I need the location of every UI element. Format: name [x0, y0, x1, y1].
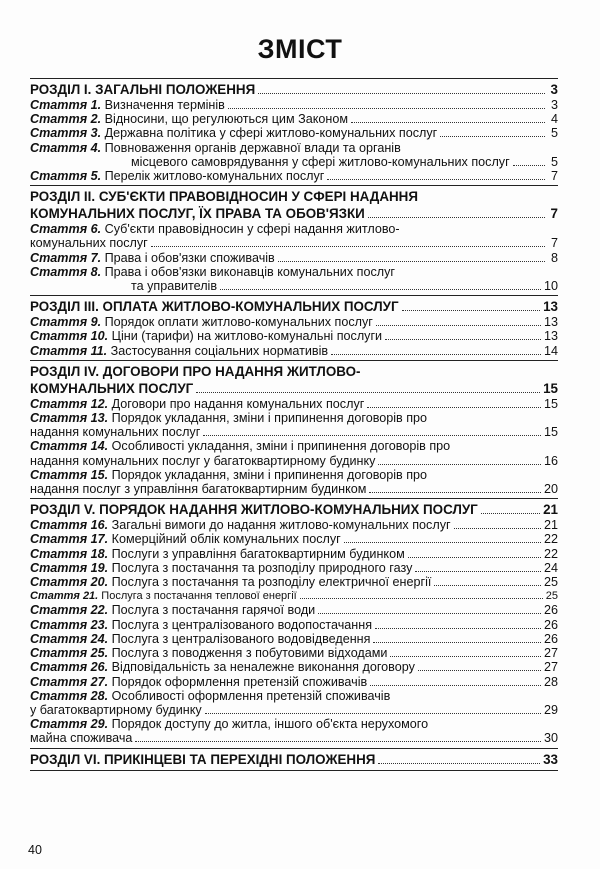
article-line	[30, 222, 558, 236]
article-line	[30, 315, 558, 329]
article-text: Стаття 22. Послуга з постачання гарячої води	[30, 603, 316, 618]
dot-leader	[378, 763, 540, 764]
dot-leader	[373, 642, 541, 643]
article-line	[30, 279, 558, 293]
article-text: Стаття 14. Особливості укладання, зміни і припинення договорів про	[30, 439, 451, 454]
article-text: Стаття 19. Послуга з постачання та розподілу природного газу	[30, 560, 413, 575]
article-text: Стаття 1. Визначення термінів	[30, 98, 225, 112]
article-text: Стаття 27. Порядок оформлення претензій споживачів	[30, 674, 368, 689]
toc-section	[30, 295, 558, 360]
section-heading-text: РОЗДІЛ IV. ДОГОВОРИ ПРО НАДАННЯ ЖИТЛОВО-	[30, 363, 361, 379]
dot-leader	[205, 713, 541, 714]
toc-article	[30, 660, 558, 674]
article-text: Стаття 20. Послуга з постачання та розподілу електричної енергії	[30, 575, 432, 590]
dot-leader	[368, 217, 545, 218]
dot-leader	[351, 122, 545, 123]
article-page-number: 15	[543, 396, 558, 411]
article-page-number: 20	[543, 482, 558, 497]
article-number: Стаття 16.	[30, 518, 109, 533]
article-text: надання комунальних послуг у багатоквартирному будинку	[30, 453, 376, 468]
article-number: Стаття 12.	[30, 396, 109, 411]
article-page-number: 4	[550, 112, 558, 127]
toc-article	[30, 618, 558, 632]
article-text: Стаття 13. Порядок укладання, зміни і припинення договорів про	[30, 411, 428, 426]
article-line	[30, 468, 558, 482]
article-number: Стаття 22.	[30, 603, 109, 618]
article-text: місцевого самоврядування у сфері житлово-комунальних послуг	[131, 154, 510, 169]
article-page-number: 28	[543, 674, 558, 689]
article-line	[30, 575, 558, 589]
section-heading-line	[30, 81, 558, 98]
article-line	[30, 425, 558, 439]
article-number: Стаття 9.	[30, 315, 102, 330]
article-line	[30, 731, 558, 745]
section-heading-line	[30, 501, 558, 518]
dot-leader	[385, 339, 541, 340]
article-page-number: 27	[543, 646, 558, 661]
article-number: Стаття 27.	[30, 674, 109, 689]
article-page-number: 16	[543, 453, 558, 468]
article-number: Стаття 8.	[30, 264, 102, 279]
dot-leader	[415, 571, 541, 572]
dot-leader	[228, 108, 545, 109]
article-number: Стаття 7.	[30, 250, 102, 265]
article-text: Стаття 2. Відносини, що регулюються цим Законом	[30, 112, 348, 127]
dot-leader	[513, 165, 545, 166]
article-line	[30, 547, 558, 561]
article-line	[30, 98, 558, 112]
article-page-number: 21	[543, 518, 558, 533]
section-heading-text: РОЗДІЛ ІІ. СУБ'ЄКТИ ПРАВОВІДНОСИН У СФЕРІ НАДАННЯ	[30, 189, 418, 205]
toc-article	[30, 98, 558, 112]
dot-leader	[367, 407, 541, 408]
dot-leader	[402, 310, 541, 311]
article-line	[30, 532, 558, 546]
toc-article	[30, 675, 558, 689]
section-heading	[30, 363, 558, 397]
toc-article	[30, 344, 558, 358]
article-line	[30, 141, 558, 155]
section-heading	[30, 188, 558, 222]
toc-article	[30, 603, 558, 617]
article-page-number: 14	[543, 343, 558, 358]
article-line	[30, 236, 558, 250]
article-text: майна споживача	[30, 731, 133, 746]
toc-section	[30, 748, 558, 771]
article-text: Стаття 21. Послуга з постачання теплової енергії	[30, 590, 297, 603]
section-page-number: 15	[543, 380, 558, 396]
toc-article	[30, 439, 558, 467]
article-text: Стаття 15. Порядок укладання, зміни і припинення договорів про	[30, 467, 428, 482]
toc-article	[30, 547, 558, 561]
article-line	[30, 169, 558, 183]
section-page-number: 3	[550, 82, 558, 97]
article-text: надання послуг з управління багатоквартирним будинком	[30, 482, 367, 497]
dot-leader	[344, 542, 541, 543]
article-text: Стаття 23. Послуга з централізованого водопостачання	[30, 617, 373, 632]
article-number: Стаття 1.	[30, 98, 102, 112]
article-text: Стаття 4. Повноваження органів державної влади та органів	[30, 140, 401, 155]
article-number: Стаття 13.	[30, 411, 109, 426]
article-text: Стаття 10. Ціни (тарифи) на житлово-комунальні послуги	[30, 329, 383, 344]
dot-leader	[278, 261, 545, 262]
article-number: Стаття 21.	[30, 590, 99, 603]
article-line	[30, 251, 558, 265]
article-page-number: 15	[543, 425, 558, 440]
article-text: Стаття 18. Послуги з управління багатоквартирним будинком	[30, 546, 405, 561]
article-text: Стаття 12. Договори про надання комунальних послуг	[30, 396, 365, 411]
article-text: Стаття 17. Комерційний облік комунальних послуг	[30, 532, 341, 547]
article-number: Стаття 4.	[30, 140, 102, 155]
article-number: Стаття 24.	[30, 631, 109, 646]
article-line	[30, 329, 558, 343]
article-number: Стаття 15.	[30, 467, 109, 482]
dot-leader	[369, 492, 541, 493]
article-page-number: 27	[543, 660, 558, 675]
toc-article	[30, 169, 558, 183]
toc-article	[30, 411, 558, 439]
toc-article	[30, 222, 558, 250]
article-line	[30, 703, 558, 717]
article-line	[30, 689, 558, 703]
dot-leader	[375, 628, 541, 629]
article-line	[30, 439, 558, 453]
article-number: Стаття 14.	[30, 439, 109, 454]
dot-leader	[408, 557, 541, 558]
article-line	[30, 112, 558, 126]
toc-article	[30, 518, 558, 532]
article-number: Стаття 26.	[30, 660, 109, 675]
article-page-number: 5	[550, 126, 558, 141]
article-number: Стаття 10.	[30, 329, 109, 344]
dot-leader	[440, 136, 545, 137]
dot-leader	[370, 685, 541, 686]
toc-section	[30, 360, 558, 498]
section-heading-text: РОЗДІЛ VI. ПРИКІНЦЕВІ ТА ПЕРЕХІДНІ ПОЛОЖЕННЯ	[30, 751, 376, 767]
section-heading	[30, 81, 558, 98]
toc-article	[30, 589, 558, 603]
section-heading-text: РОЗДІЛ V. ПОРЯДОК НАДАННЯ ЖИТЛОВО-КОМУНАЛЬНИХ ПОСЛУГ	[30, 502, 478, 518]
dot-leader	[454, 528, 541, 529]
article-page-number: 22	[543, 546, 558, 561]
article-line	[30, 632, 558, 646]
article-page-number: 8	[550, 250, 558, 265]
dot-leader	[203, 435, 541, 436]
toc-article	[30, 717, 558, 745]
article-text: у багатоквартирному будинку	[30, 702, 202, 717]
article-page-number: 25	[545, 590, 558, 603]
article-page-number: 26	[543, 617, 558, 632]
article-line	[30, 265, 558, 279]
toc-section	[30, 185, 558, 295]
toc-article	[30, 265, 558, 293]
dot-leader	[376, 325, 541, 326]
article-line	[30, 603, 558, 617]
article-text: Стаття 11. Застосування соціальних нормативів	[30, 343, 329, 358]
article-text: Стаття 3. Державна політика у сфері житлово-комунальних послуг	[30, 126, 438, 141]
article-line	[30, 344, 558, 358]
article-number: Стаття 17.	[30, 532, 109, 547]
article-line	[30, 518, 558, 532]
dot-leader	[151, 246, 545, 247]
page-number: 40	[28, 843, 42, 857]
toc-article	[30, 126, 558, 140]
article-line	[30, 646, 558, 660]
article-text: Стаття 25. Послуга з поводження з побутовими відходами	[30, 646, 388, 661]
dot-leader	[258, 93, 545, 94]
toc-article	[30, 561, 558, 575]
section-page-number: 7	[550, 206, 558, 222]
article-line	[30, 126, 558, 140]
toc-article	[30, 329, 558, 343]
toc-article	[30, 468, 558, 496]
article-page-number: 7	[550, 236, 558, 251]
article-page-number: 24	[543, 560, 558, 575]
article-page-number: 30	[543, 731, 558, 746]
article-number: Стаття 28.	[30, 688, 109, 703]
article-text: Стаття 29. Порядок доступу до житла, іншого об'єкта нерухомого	[30, 717, 429, 732]
dot-leader	[481, 513, 540, 514]
article-number: Стаття 29.	[30, 717, 109, 732]
toc-article	[30, 397, 558, 411]
article-line	[30, 589, 558, 603]
toc-article	[30, 532, 558, 546]
section-page-number: 33	[543, 751, 558, 767]
article-page-number: 29	[543, 702, 558, 717]
article-line	[30, 675, 558, 689]
section-heading-line	[30, 380, 558, 397]
article-line	[30, 660, 558, 674]
toc-section	[30, 498, 558, 747]
article-text: Стаття 9. Порядок оплати житлово-комунальних послуг	[30, 315, 373, 330]
section-heading-line	[30, 205, 558, 222]
article-page-number: 10	[543, 279, 558, 294]
article-text: комунальних послуг	[30, 236, 148, 251]
dot-leader	[434, 585, 541, 586]
section-heading	[30, 751, 558, 768]
article-text: Стаття 24. Послуга з централізованого водовідведення	[30, 631, 371, 646]
article-page-number: 25	[543, 575, 558, 590]
article-number: Стаття 11.	[30, 343, 108, 358]
dot-leader	[220, 289, 541, 290]
article-line	[30, 482, 558, 496]
article-number: Стаття 18.	[30, 546, 109, 561]
table-of-contents	[30, 78, 558, 771]
article-page-number: 22	[543, 532, 558, 547]
section-heading	[30, 501, 558, 518]
section-heading-text: РОЗДІЛ І. ЗАГАЛЬНІ ПОЛОЖЕННЯ	[30, 82, 256, 97]
dot-leader	[378, 464, 541, 465]
page-title: ЗМІСТ	[257, 34, 343, 64]
section-heading-line	[30, 298, 558, 315]
article-line	[30, 561, 558, 575]
article-line	[30, 155, 558, 169]
toc-article	[30, 646, 558, 660]
dot-leader	[196, 392, 540, 393]
dot-leader	[327, 179, 545, 180]
article-number: Стаття 2.	[30, 112, 102, 127]
dot-leader	[390, 656, 541, 657]
article-number: Стаття 6.	[30, 222, 102, 237]
section-heading-text: КОМУНАЛЬНИХ ПОСЛУГ, ЇХ ПРАВА ТА ОБОВ'ЯЗКИ	[30, 206, 365, 222]
article-text: Стаття 16. Загальні вимоги до надання житлово-комунальних послуг	[30, 518, 451, 533]
section-heading-line	[30, 363, 558, 380]
article-text: Стаття 6. Суб'єкти правовідносин у сфері надання житлово-	[30, 222, 400, 237]
article-number: Стаття 3.	[30, 126, 102, 141]
article-number: Стаття 25.	[30, 646, 109, 661]
article-text: Стаття 26. Відповідальність за неналежне виконання договору	[30, 660, 415, 675]
article-text: Стаття 8. Права і обов'язки виконавців комунальних послуг	[30, 264, 395, 279]
toc-article	[30, 632, 558, 646]
dot-leader	[418, 670, 541, 671]
article-text: Стаття 7. Права і обов'язки споживачів	[30, 250, 275, 265]
toc-article	[30, 141, 558, 169]
article-text: Стаття 5. Перелік житлово-комунальних послуг	[30, 169, 325, 184]
article-page-number: 13	[543, 329, 558, 344]
article-line	[30, 411, 558, 425]
article-text: надання комунальних послуг	[30, 425, 201, 440]
article-number: Стаття 23.	[30, 617, 109, 632]
article-page-number: 13	[543, 315, 558, 330]
article-line	[30, 618, 558, 632]
toc-article	[30, 251, 558, 265]
toc-section	[30, 78, 558, 185]
dot-leader	[135, 741, 541, 742]
article-line	[30, 717, 558, 731]
section-heading-text: КОМУНАЛЬНИХ ПОСЛУГ	[30, 380, 194, 396]
article-page-number: 26	[543, 631, 558, 646]
article-number: Стаття 5.	[30, 169, 102, 184]
toc-article	[30, 575, 558, 589]
article-text: та управителів	[131, 279, 218, 294]
article-number: Стаття 19.	[30, 560, 109, 575]
article-page-number: 3	[550, 98, 558, 112]
toc-article	[30, 315, 558, 329]
article-page-number: 5	[550, 154, 558, 169]
section-page-number: 13	[543, 299, 558, 315]
article-text: Стаття 28. Особливості оформлення претензій споживачів	[30, 688, 391, 703]
section-heading-text: РОЗДІЛ ІІІ. ОПЛАТА ЖИТЛОВО-КОМУНАЛЬНИХ ПОСЛУГ	[30, 299, 399, 315]
dot-leader	[318, 613, 541, 614]
dot-leader	[331, 354, 541, 355]
section-heading-line	[30, 188, 558, 205]
article-line	[30, 397, 558, 411]
article-page-number: 26	[543, 603, 558, 618]
dot-leader	[300, 598, 543, 599]
toc-article	[30, 112, 558, 126]
article-number: Стаття 20.	[30, 575, 109, 590]
section-page-number: 21	[543, 502, 558, 518]
article-page-number: 7	[550, 169, 558, 184]
section-heading	[30, 298, 558, 315]
toc-article	[30, 689, 558, 717]
article-line	[30, 454, 558, 468]
section-heading-line	[30, 751, 558, 768]
